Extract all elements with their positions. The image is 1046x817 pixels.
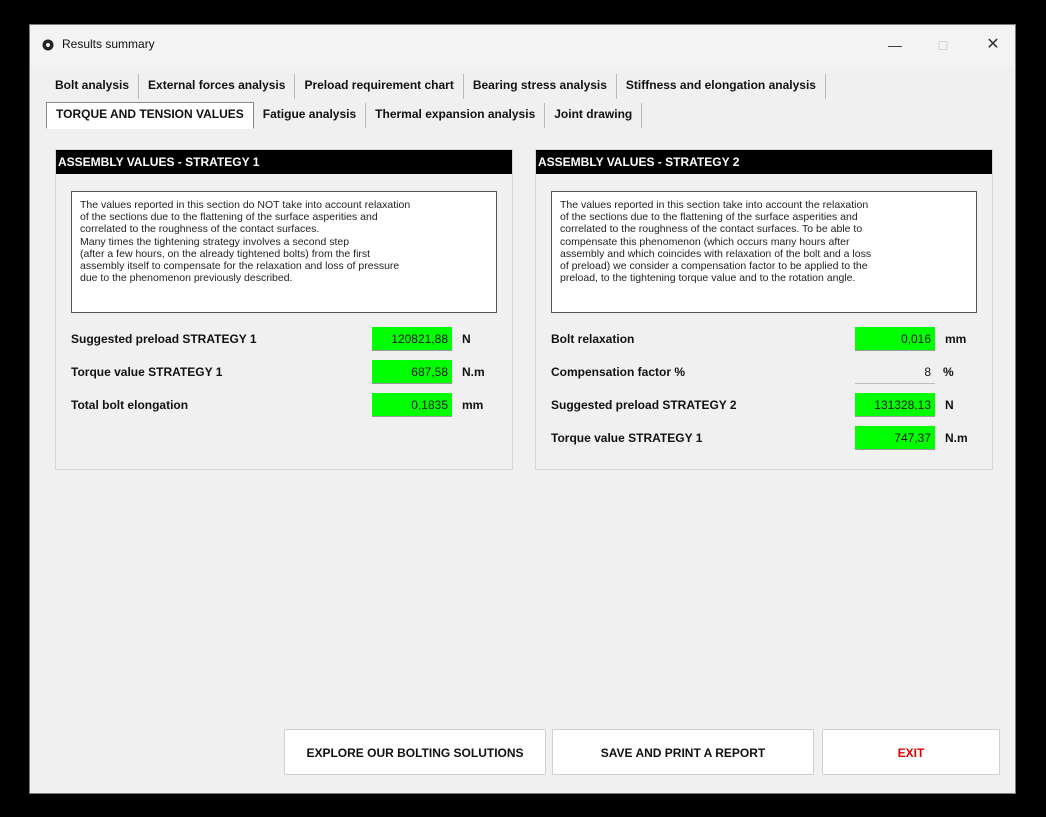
torque-value-unit: N.m (462, 365, 485, 379)
torque-value-label: Torque value STRATEGY 1 (71, 365, 223, 379)
tab-external-forces-analysis[interactable]: External forces analysis (139, 74, 295, 99)
torque-value-value: 687,58 (372, 360, 452, 384)
strategy2-header: ASSEMBLY VALUES - STRATEGY 2 (536, 150, 992, 174)
torque-value2-label: Torque value STRATEGY 1 (551, 431, 703, 445)
strategy2-panel (535, 149, 993, 470)
tab-fatigue-analysis[interactable]: Fatigue analysis (254, 103, 366, 128)
strategy1-description: The values reported in this section do NOT take into account relaxation of the sections due to the flattening of the surface asperities and correlated to the roughness of the contact surfaces. Many times the tightening strategy involves a second step (after a few hours, on the already tightened bolts) from the first assembly itself to compensate for the relaxation and loss of pressure due to the phenomenon previously described. (71, 191, 497, 313)
compensation-factor-row (551, 360, 981, 384)
tab-row-1 (46, 74, 826, 99)
bolt-relaxation-value: 0,016 (855, 327, 935, 351)
bolt-elongation-row (71, 393, 501, 417)
app-gear-icon (42, 39, 54, 51)
strategy1-panel (55, 149, 513, 470)
suggested-preload-label: Suggested preload STRATEGY 1 (71, 332, 257, 346)
bolt-relaxation-label: Bolt relaxation (551, 332, 635, 346)
minimize-button[interactable]: — (888, 37, 902, 53)
strategy2-description: The values reported in this section take into account the relaxation of the sections due to the flattening of the surface asperities and correlated to the roughness of the contact surfaces. To be able to compensate this phenomenon (which occurs many hours after assembly and which coincides with relaxation of the bolt and a loss of preload) we consider a compensation factor to be applied to the preload, to the tightening torque value and to the rotation angle. (551, 191, 977, 313)
maximize-button[interactable]: □ (938, 37, 948, 53)
torque-value2-unit: N.m (945, 431, 968, 445)
tab-stiffness-elongation-analysis[interactable]: Stiffness and elongation analysis (617, 74, 826, 99)
bolt-elongation-value: 0,1835 (372, 393, 452, 417)
window-title: Results summary (62, 37, 155, 51)
suggested-preload-unit: N (462, 332, 471, 346)
torque-value2-value: 747,37 (855, 426, 935, 450)
tab-bearing-stress-analysis[interactable]: Bearing stress analysis (464, 74, 617, 99)
compensation-factor-label: Compensation factor % (551, 365, 686, 379)
tab-thermal-expansion-analysis[interactable]: Thermal expansion analysis (366, 103, 545, 128)
results-summary-window (29, 24, 1016, 794)
suggested-preload-row (71, 327, 501, 351)
compensation-factor-input[interactable]: 8 (855, 360, 935, 384)
suggested-preload-value: 120821,88 (372, 327, 452, 351)
tab-row-2 (46, 103, 642, 128)
suggested-preload2-row (551, 393, 981, 417)
bolt-elongation-unit: mm (462, 398, 484, 412)
tab-torque-tension-values[interactable]: TORQUE AND TENSION VALUES (46, 102, 254, 129)
bolt-relaxation-unit: mm (945, 332, 967, 346)
suggested-preload2-unit: N (945, 398, 954, 412)
bolt-elongation-label: Total bolt elongation (71, 398, 189, 412)
explore-bolting-solutions-button[interactable]: EXPLORE OUR BOLTING SOLUTIONS (284, 729, 546, 775)
torque-value-row (71, 360, 501, 384)
strategy1-header: ASSEMBLY VALUES - STRATEGY 1 (56, 150, 512, 174)
title-bar (30, 25, 1015, 67)
close-button[interactable]: ✕ (986, 36, 1000, 53)
tab-preload-requirement-chart[interactable]: Preload requirement chart (295, 74, 463, 99)
save-print-report-button[interactable]: SAVE AND PRINT A REPORT (552, 729, 814, 775)
tab-bolt-analysis[interactable]: Bolt analysis (46, 74, 139, 99)
exit-button[interactable]: EXIT (822, 729, 1000, 775)
compensation-factor-unit: % (943, 365, 954, 379)
bolt-relaxation-row (551, 327, 981, 351)
torque-value2-row (551, 426, 981, 450)
suggested-preload2-label: Suggested preload STRATEGY 2 (551, 398, 737, 412)
tab-joint-drawing[interactable]: Joint drawing (545, 103, 642, 128)
suggested-preload2-value: 131328,13 (855, 393, 935, 417)
